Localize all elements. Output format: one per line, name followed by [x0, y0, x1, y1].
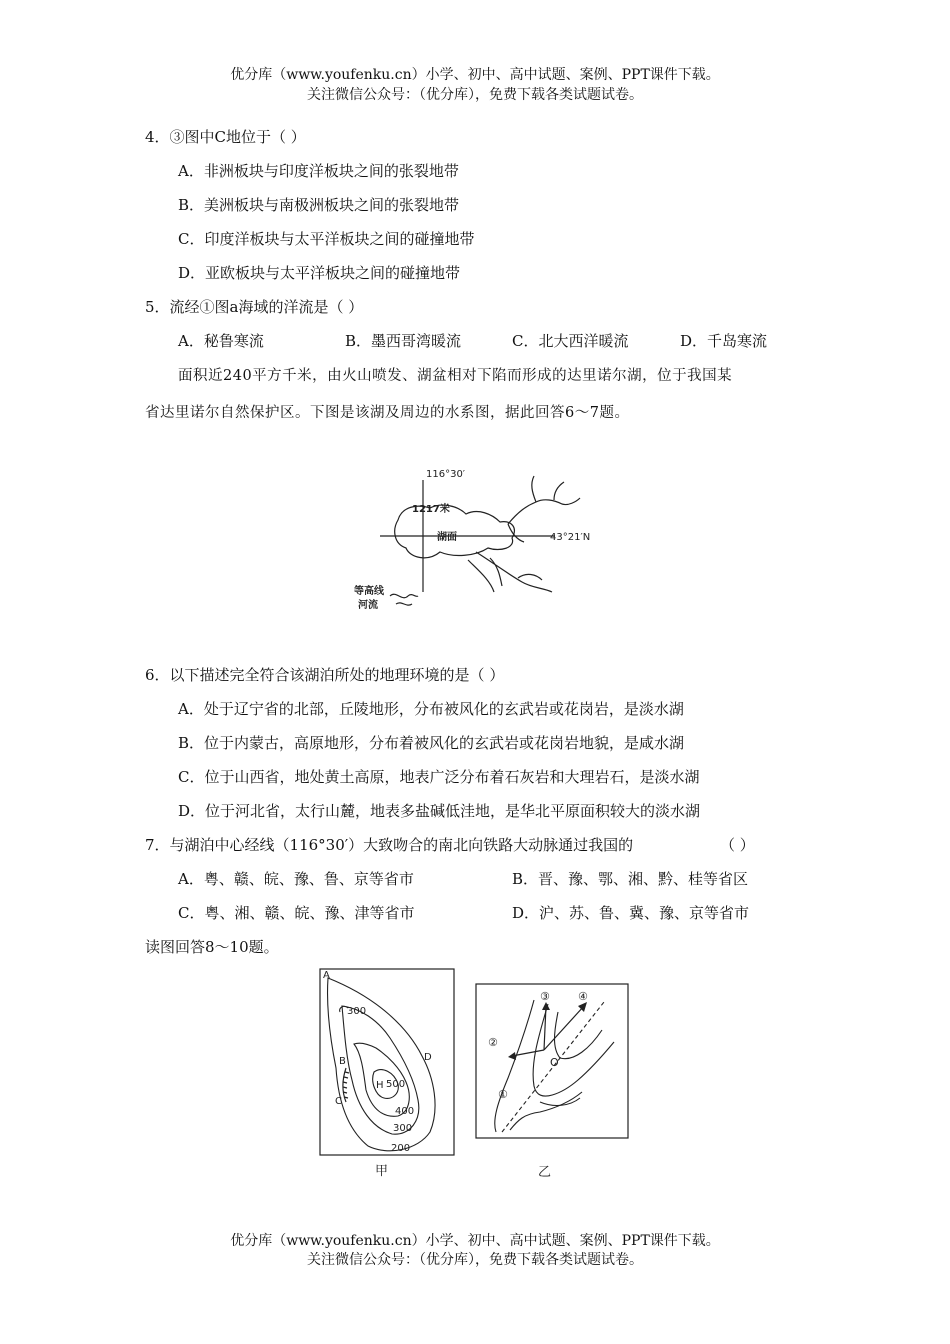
page-footer-line1: 优分库（www.youfenku.cn）小学、初中、高中试题、案例、PPT课件下载。: [230, 1233, 720, 1249]
contour-line-3: [555, 1012, 603, 1059]
question-6-option-d: D．位于河北省，太行山麓，地表多盐碱低洼地，是华北平原面积较大的淡水湖: [178, 802, 701, 820]
question-4-option-b: B．美洲板块与南极洲板块之间的张裂地带: [178, 196, 460, 214]
contour-line-5: [510, 1092, 582, 1130]
question-7-option-c: C．粤、湘、赣、皖、豫、津等省市: [178, 904, 415, 922]
marker-4: ④: [578, 990, 588, 1003]
cliff-symbol: [343, 1068, 349, 1102]
contour-label-500: 500: [386, 1079, 406, 1090]
figure-yi: [474, 982, 634, 1182]
river-4: [508, 524, 524, 542]
marker-1: ①: [498, 1088, 508, 1101]
question-6-option-c: C．位于山西省，地处黄土高原，地表广泛分布着石灰岩和大理岩石，是淡水湖: [178, 768, 700, 786]
question-4-stem: 4．③图中C地位于（ ）: [145, 128, 306, 146]
legend-river-symbol: [396, 603, 412, 605]
question-6-stem: 6．以下描述完全符合该湖泊所处的地理环境的是（ ）: [145, 666, 505, 684]
river-1: [508, 498, 580, 524]
point-d-label: D: [424, 1052, 432, 1063]
point-a-label: A: [323, 970, 330, 981]
question-5-option-d: D．千岛寒流: [680, 332, 768, 350]
river-5: [476, 552, 552, 592]
page-footer-line2: 关注微信公众号：（优分库），免费下载各类试题试卷。: [307, 1252, 643, 1268]
question-4-option-d: D．亚欧板块与太平洋板块之间的碰撞地带: [178, 264, 461, 282]
latitude-label: 43°21′N: [550, 532, 591, 543]
river-8: [518, 574, 542, 580]
arrow-2-head: [508, 1052, 516, 1060]
point-c-label: C: [335, 1096, 342, 1107]
contour-label-300: 300: [393, 1123, 413, 1134]
question-7-stem: 7．与湖泊中心经线（116°30′）大致吻合的南北向铁路大动脉通过我国的: [145, 836, 634, 854]
passage-line-2: 省达里诺尔自然保护区。下图是该湖及周边的水系图，据此回答6～7题。: [145, 405, 630, 421]
contour-label-400: 400: [395, 1106, 415, 1117]
figure-jia: [318, 968, 458, 1183]
question-7-option-b: B．晋、豫、鄂、湘、黔、桂等省区: [512, 870, 749, 888]
read-prompt: 读图回答8～10题。: [145, 938, 279, 956]
contour-label-300-top: 300: [347, 1006, 367, 1017]
question-7-option-a: A．粤、赣、皖、豫、鲁、京等省市: [178, 870, 414, 888]
question-5-option-c: C．北大西洋暖流: [512, 332, 629, 350]
page-header-line1: 优分库（www.youfenku.cn）小学、初中、高中试题、案例、PPT课件下载。: [230, 67, 720, 83]
contour-label-200: 200: [391, 1143, 411, 1154]
arrow-3-head: [542, 1002, 550, 1010]
lake-map-figure: [340, 462, 620, 622]
question-7-option-d: D．沪、苏、鲁、冀、豫、京等省市: [512, 904, 750, 922]
question-4-option-a: A．非洲板块与印度洋板块之间的张裂地带: [178, 162, 459, 180]
question-4-option-c: C．印度洋板块与太平洋板块之间的碰撞地带: [178, 230, 475, 248]
contour-line-4: [540, 1098, 580, 1105]
question-5-option-b: B．墨西哥湾暖流: [345, 332, 462, 350]
marker-2: ②: [488, 1036, 498, 1049]
legend-river-label: 河流: [358, 600, 378, 611]
lake-surface-label: 湖面: [437, 532, 457, 543]
river-7: [468, 560, 494, 592]
marker-3: ③: [540, 990, 550, 1003]
longitude-label: 116°30′: [426, 469, 466, 480]
figure-yi-caption: 乙: [538, 1165, 552, 1180]
figure-jia-caption: 甲: [375, 1164, 389, 1179]
elevation-label: 1217米: [412, 504, 450, 515]
question-6-option-a: A．处于辽宁省的北部，丘陵地形，分布被风化的玄武岩或花岗岩，是淡水湖: [178, 700, 684, 718]
river-3: [554, 482, 564, 500]
point-o-label: O: [550, 1056, 559, 1069]
page-header-line2: 关注微信公众号：（优分库），免费下载各类试题试卷。: [307, 87, 643, 103]
question-5-option-a: A．秘鲁寒流: [178, 332, 264, 350]
passage-line-1: 面积近240平方千米，由火山喷发、湖盆相对下陷而形成的达里诺尔湖，位于我国某: [178, 368, 733, 384]
contour-line-1: [495, 1000, 534, 1132]
point-h-label: H: [376, 1080, 384, 1091]
question-5-stem: 5．流经①图a海域的洋流是（ ）: [145, 298, 364, 316]
point-b-label: B: [339, 1056, 346, 1067]
legend-contour-symbol: [390, 594, 418, 597]
river-2: [532, 476, 536, 502]
legend-contour-label: 等高线: [354, 586, 384, 597]
arrow-4-line: [544, 1006, 584, 1050]
question-6-option-b: B．位于内蒙古，高原地形，分布着被风化的玄武岩或花岗岩地貌，是咸水湖: [178, 734, 685, 752]
question-7-answer-blank: （ ）: [720, 836, 755, 854]
